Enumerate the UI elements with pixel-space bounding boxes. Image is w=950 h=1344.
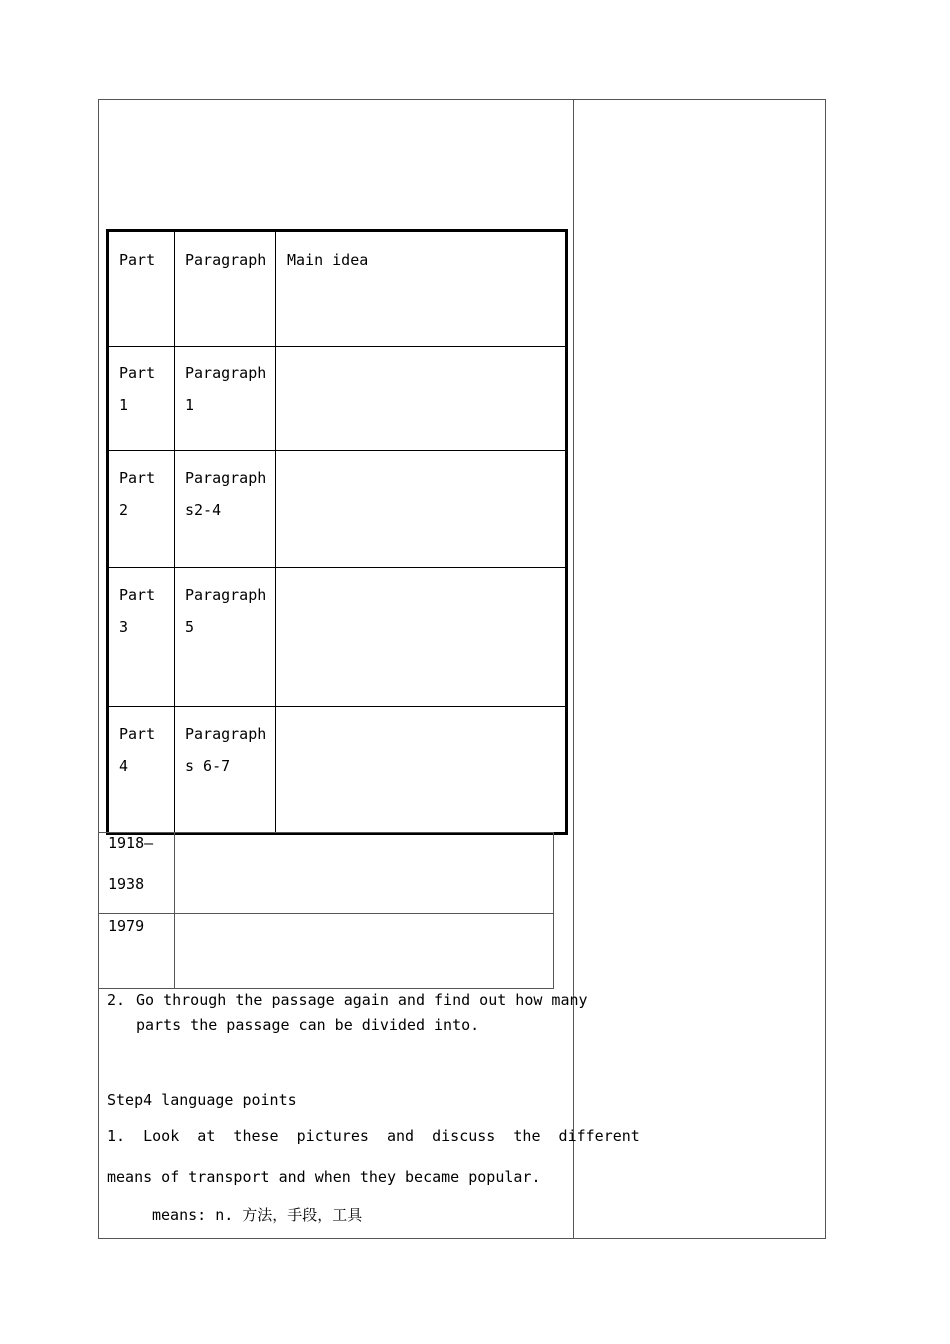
task2-line: Go through the passage again and find out how many	[136, 991, 588, 1009]
task2-line: parts the passage can be divided into.	[136, 1016, 480, 1034]
row-paragraph: Paragraph 1	[185, 364, 267, 414]
table-divider	[109, 450, 565, 451]
timeline-table	[98, 832, 554, 989]
header-main-idea: Main idea	[287, 251, 369, 269]
vocabulary-note: means: n. 方法，手段，工具	[152, 1206, 363, 1224]
table-divider	[275, 232, 276, 832]
timeline-year: 1918— 1938	[108, 834, 154, 893]
table-divider	[109, 706, 565, 707]
parts-table	[106, 229, 568, 835]
lesson-plan-right-column	[572, 99, 826, 1239]
row-part: Part 2	[119, 469, 156, 519]
row-paragraph: Paragraph 5	[185, 586, 267, 636]
row-paragraph: Paragraph s2-4	[185, 469, 267, 519]
header-part: Part	[119, 251, 156, 269]
timeline-year: 1979	[108, 917, 145, 935]
header-paragraph: Paragraph	[185, 251, 267, 269]
table-divider	[174, 833, 175, 988]
row-part: Part 3	[119, 586, 156, 636]
table-divider	[99, 913, 553, 914]
table-divider	[109, 567, 565, 568]
table-divider	[109, 346, 565, 347]
step4-heading: Step4 language points	[107, 1091, 297, 1109]
task2-number: 2.	[107, 991, 126, 1009]
row-paragraph: Paragraph s 6-7	[185, 725, 267, 775]
task1-line: 1. Look at these pictures and discuss the different	[107, 1127, 640, 1145]
task1-line: means of transport and when they became popular.	[107, 1168, 541, 1186]
row-part: Part 1	[119, 364, 156, 414]
table-divider	[174, 232, 175, 832]
row-part: Part 4	[119, 725, 156, 775]
